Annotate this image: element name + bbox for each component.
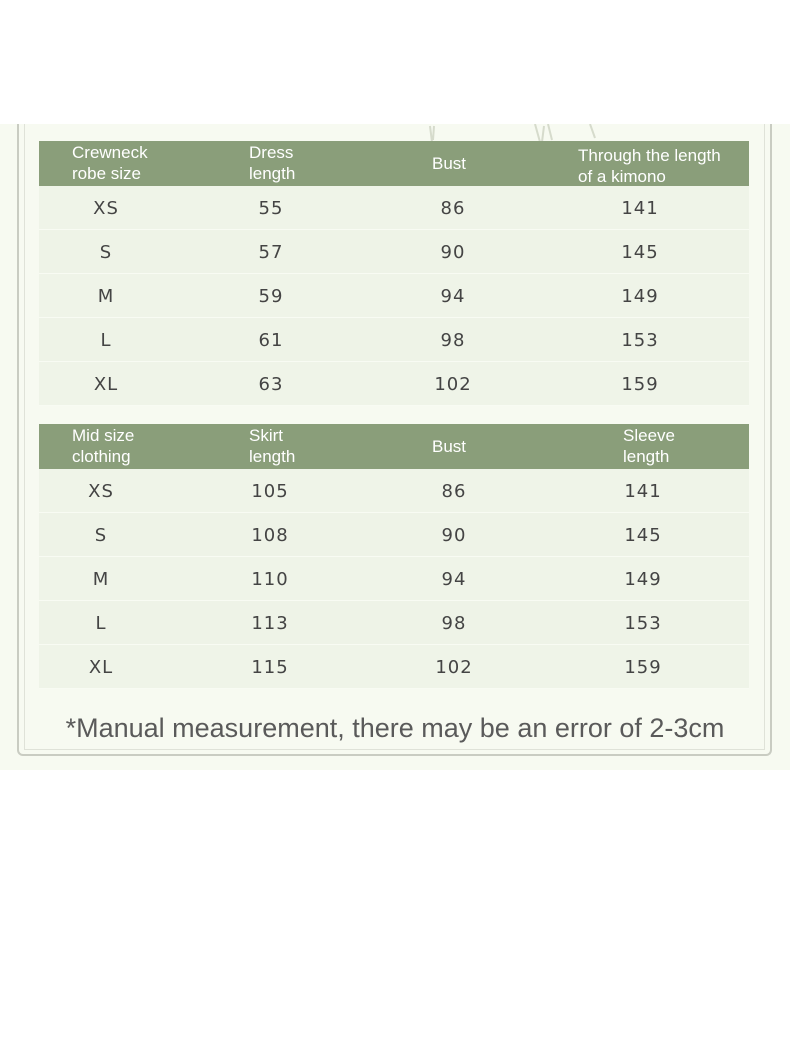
cell-size: L	[100, 330, 112, 351]
cell-size: XL	[88, 657, 114, 678]
table-row	[39, 230, 749, 274]
size-chart-card	[0, 124, 790, 770]
cell-skirt-length: 110	[251, 569, 289, 590]
cell-dress-length: 59	[258, 286, 284, 307]
table-row	[39, 601, 749, 645]
cell-sleeve-length: 153	[624, 613, 662, 634]
header-dress-length: Dress length	[249, 143, 296, 183]
table-row	[39, 645, 749, 689]
cell-size: M	[92, 569, 110, 590]
cell-bust: 90	[440, 242, 466, 263]
table-row	[39, 318, 749, 362]
cell-size: S	[99, 242, 113, 263]
cell-bust: 98	[441, 613, 467, 634]
cell-bust: 102	[434, 374, 472, 395]
table-row	[39, 557, 749, 601]
cell-dress-length: 61	[258, 330, 284, 351]
table-row	[39, 469, 749, 513]
cell-bust: 94	[440, 286, 466, 307]
table-row	[39, 274, 749, 318]
table-body	[39, 469, 749, 689]
cell-kimono-length: 159	[621, 374, 659, 395]
cell-size: XS	[93, 198, 119, 219]
table-row	[39, 513, 749, 557]
cell-bust: 102	[435, 657, 473, 678]
cell-bust: 90	[441, 525, 467, 546]
cell-size: XS	[88, 481, 114, 502]
table-header	[39, 141, 749, 186]
header-bust: Bust	[432, 154, 467, 173]
cell-kimono-length: 141	[621, 198, 659, 219]
table-body	[39, 186, 749, 406]
cell-dress-length: 55	[258, 198, 284, 219]
cell-size: M	[97, 286, 115, 307]
cell-kimono-length: 153	[621, 330, 659, 351]
table-row	[39, 186, 749, 230]
cell-sleeve-length: 159	[624, 657, 662, 678]
cell-dress-length: 57	[258, 242, 284, 263]
header-skirt-length: Skirt length	[249, 426, 296, 466]
cell-skirt-length: 115	[251, 657, 289, 678]
cell-bust: 86	[441, 481, 467, 502]
cell-bust: 98	[440, 330, 466, 351]
cell-size: XL	[93, 374, 119, 395]
cell-sleeve-length: 141	[624, 481, 662, 502]
cell-sleeve-length: 149	[624, 569, 662, 590]
header-size: Mid size clothing	[72, 426, 135, 466]
header-kimono-length: Through the length of a kimono	[578, 146, 721, 186]
cell-kimono-length: 145	[621, 242, 659, 263]
measurement-note: *Manual measurement, there may be an error of 2-3cm	[65, 713, 725, 743]
table-header	[39, 424, 749, 469]
cell-skirt-length: 105	[251, 481, 289, 502]
cell-kimono-length: 149	[621, 286, 659, 307]
cell-size: S	[94, 525, 108, 546]
header-size: Crewneck robe size	[72, 143, 148, 183]
cell-bust: 86	[440, 198, 466, 219]
cell-dress-length: 63	[258, 374, 284, 395]
cell-skirt-length: 108	[251, 525, 289, 546]
cell-size: L	[95, 613, 107, 634]
cell-sleeve-length: 145	[624, 525, 662, 546]
header-sleeve-length: Sleeve length	[623, 426, 675, 466]
cell-skirt-length: 113	[251, 613, 289, 634]
cell-bust: 94	[441, 569, 467, 590]
crewneck-size-table	[39, 141, 749, 406]
table-row	[39, 362, 749, 406]
header-bust: Bust	[432, 437, 467, 456]
mid-size-table	[39, 424, 749, 689]
